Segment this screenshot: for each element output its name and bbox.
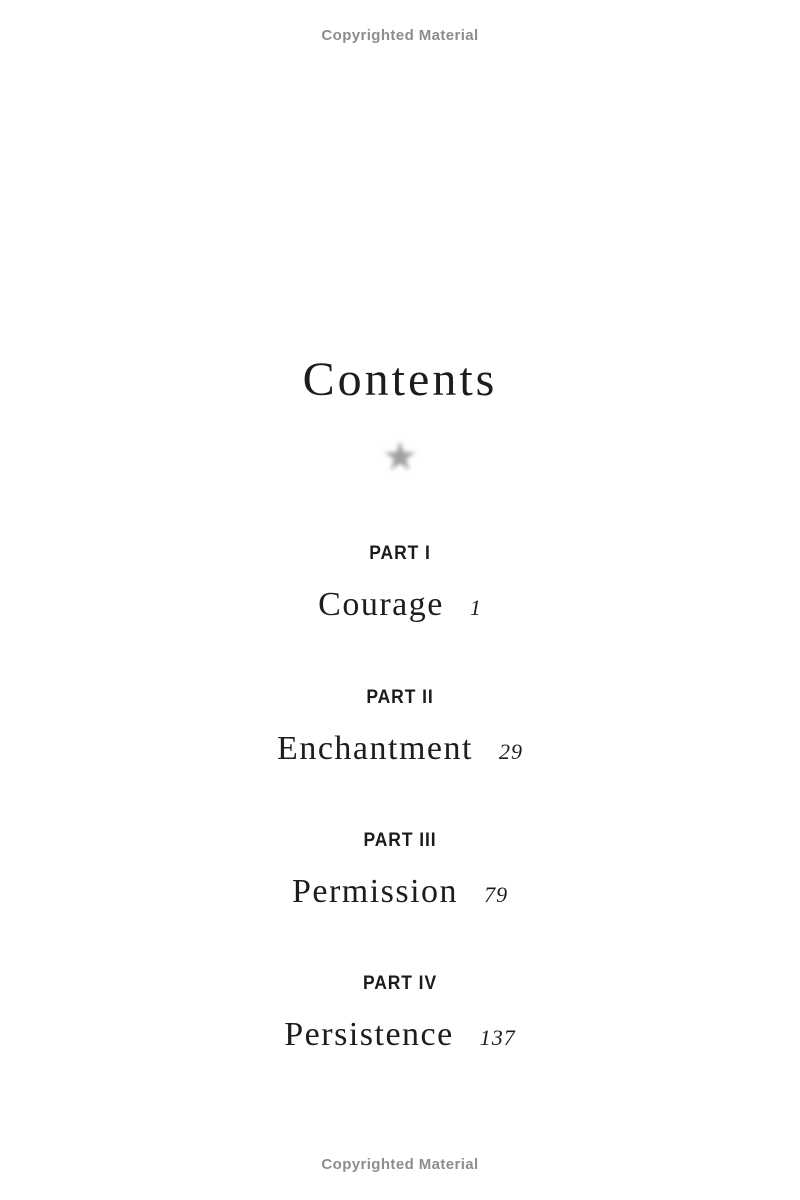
chapter-title: Persistence [284, 1016, 454, 1053]
toc-entry [0, 686, 800, 775]
chapter-line [0, 729, 800, 775]
toc-entry [0, 972, 800, 1061]
page-number: 1 [469, 595, 482, 620]
page-number: 29 [498, 739, 523, 764]
ornament-row [0, 434, 800, 489]
star-ornament-icon: ★ [382, 434, 418, 480]
chapter-title: Courage [318, 586, 444, 623]
part-label: PART II [366, 687, 434, 708]
copyright-notice-bottom: Copyrighted Material [321, 1156, 479, 1173]
part-label: PART I [369, 543, 431, 564]
page-number: 137 [479, 1025, 516, 1050]
page-number: 79 [484, 882, 509, 907]
chapter-line [0, 585, 800, 631]
chapter-title: Permission [291, 873, 459, 910]
toc-entry [0, 829, 800, 918]
part-label: PART IV [362, 973, 438, 994]
part-label: PART III [363, 830, 437, 851]
toc-entry [0, 542, 800, 631]
chapter-line [0, 872, 800, 918]
copyright-notice-top: Copyrighted Material [321, 27, 479, 44]
chapter-line [0, 1015, 800, 1061]
chapter-title: Enchantment [277, 730, 473, 767]
page-title: Contents [302, 353, 498, 406]
